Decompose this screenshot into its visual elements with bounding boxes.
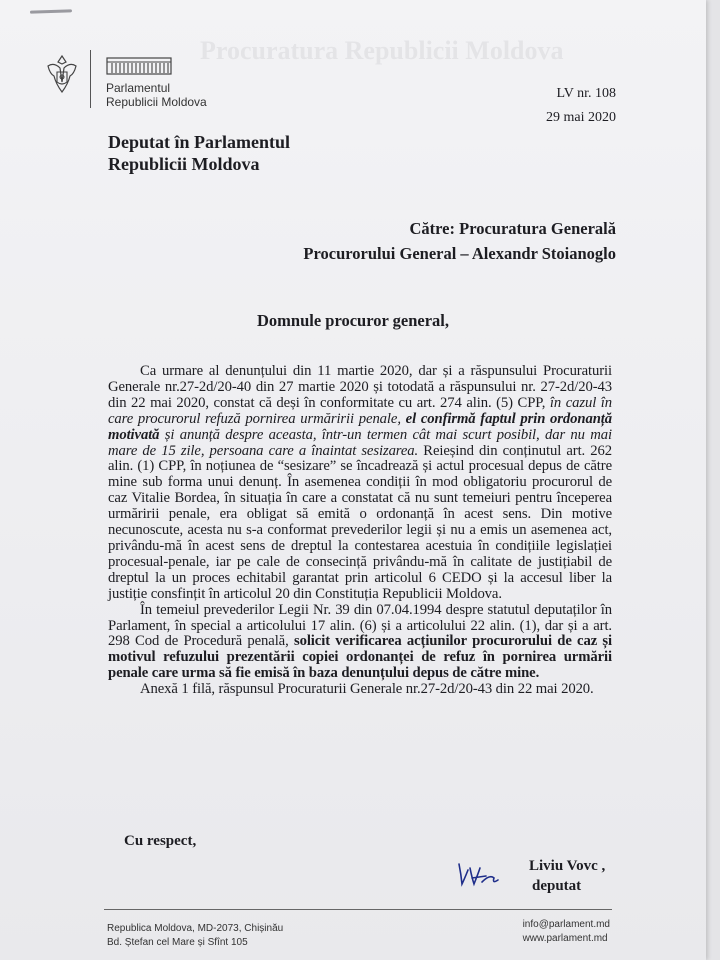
- p1-intro: Ca urmare al denunțului din 11 martie 2020, dar și a răspunsului Procuraturii Generale nr.27-2d/20-40 din 27 martie 2020 și totodată a răspunsului nr. 27-2d/20-43 din 22 mai 2020, constat că deși în conformitate cu art. 274 alin. (5) CPP,: [108, 363, 612, 411]
- footer-address-line1: Republica Moldova, MD-2073, Chișinău: [107, 923, 284, 934]
- footer-contacts: [523, 918, 610, 946]
- body-paragraph-1: [108, 364, 612, 603]
- p2-basis: În temeiul prevederilor Legii Nr. 39 din 07.04.1994 despre statutul deputaților în Parlament, în special a articolului 17 alin. (6) și a articolului 22 alin. (1), dar și a art. 298 Cod de Procedură penală,: [108, 601, 612, 650]
- footer-divider: [104, 909, 612, 910]
- addressee-block: [303, 216, 616, 266]
- parliament-name: [106, 81, 207, 109]
- closing: Cu respect,: [124, 833, 197, 849]
- salutation: Domnule procuror general,: [256, 311, 450, 330]
- body-paragraph-3: Anexă 1 filă, răspunsul Procuraturii Generale nr.27-2d/20-43 din 22 mai 2020.: [140, 681, 594, 698]
- letterhead: [44, 50, 644, 110]
- footer-address-line2: Bd. Ștefan cel Mare și Sfînt 105: [107, 937, 248, 948]
- staple: [30, 9, 72, 13]
- handwritten-signature: [456, 860, 502, 890]
- letter-date: 29 mai 2020: [546, 110, 616, 125]
- letterhead-divider: [90, 50, 91, 108]
- footer-website: www.parlament.md: [522, 933, 608, 944]
- letter-body: [108, 364, 612, 698]
- coat-of-arms-icon: [44, 54, 80, 96]
- sender-line1: Deputat în Parlamentul: [108, 132, 290, 152]
- parliament-name-line1: Parlamentul: [106, 81, 171, 95]
- footer-email: info@parlament.md: [522, 919, 610, 930]
- p1-legal-quote-a: în cazul în care procurorul refuză pornirea urmăririi penale,: [108, 394, 612, 427]
- p1-legal-quote-emphasis: el confirmă faptul prin ordonanță motivată: [108, 410, 612, 443]
- parliament-name-line2: Republicii Moldova: [106, 95, 207, 109]
- footer-address: [107, 922, 283, 950]
- reference-number: LV nr. 108: [556, 86, 616, 101]
- signer-title: deputat: [532, 878, 582, 894]
- signer-block: [529, 856, 605, 896]
- p1-argument: Reieșind din conținutul art. 262 alin. (1) CPP, în noțiunea de “sesizare” se încadrează și actul procesual depus de către mine sub forma unui denunț. În asemenea condiții în mod obligatoriu procurorul de caz Vitalie Bordea, în situația în care a constatat că nu sunt temeiuri pentru începerea urmăririi penale, era obligat să emită o ordonanță în acest sens. Din motive necunoscute, acesta nu s-a conformat prevederilor legii și nu a emis un asemenea act, privându-mă în acest sens de dreptul la contestarea acestuia în condițiile legislației procesual-penale, iar pe cale de consecință privându-mă în calitate de justițiabil de dreptul la un proces echitabil garantat prin articolul 6 CEDO și la accesul liber la justiție consfințit în articolul 20 din Constituția Republicii Moldova.: [108, 442, 612, 602]
- addressee-line1: Către: Procuratura Generală: [409, 219, 616, 238]
- bleed-through-text: Procuratura Republicii Moldova: [200, 36, 564, 65]
- parliament-building-icon: [106, 54, 172, 76]
- body-paragraph-2: [108, 603, 612, 683]
- signer-name: Liviu Vovc ,: [529, 858, 606, 874]
- p1-legal-quote-b: și anunță despre aceasta, într-un termen cât mai scurt posibil, dar nu mai mare de 15 zile, persoana care a înaintat sesizarea.: [108, 426, 612, 459]
- addressee-line2: Procurorului General – Alexandr Stoianoglo: [303, 244, 616, 263]
- sender-line2: Republicii Moldova: [108, 154, 260, 174]
- p2-request: solicit verificarea acțiunilor procurorului de caz și motivul refuzului prezentării copiei ordonanței de refuz în pornirea urmării penale care urma să fie emisă în baza denunțului depus de către mine.: [108, 633, 612, 682]
- sender-title: [108, 131, 290, 175]
